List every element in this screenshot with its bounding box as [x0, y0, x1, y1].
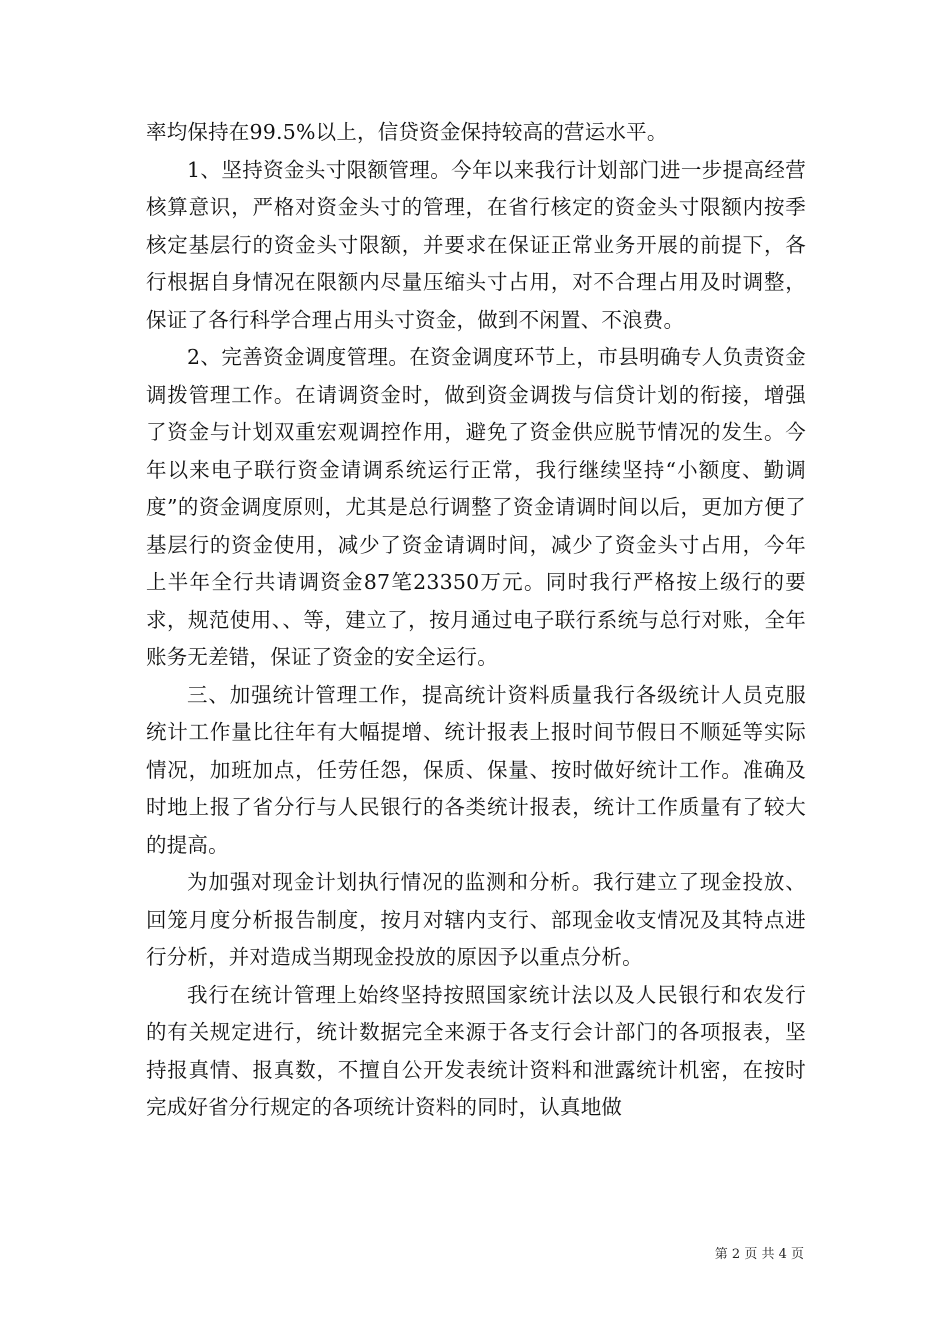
page-number-footer: 第 2 页 共 4 页 — [714, 1247, 804, 1262]
document-body — [146, 114, 806, 1127]
paragraph-3: 2、完善资金调度管理。在资金调度环节上，市县明确专人负责资金调拨管理工作。在请调资金时，做到资金调拨与信贷计划的衔接，增强了资金与计划双重宏观调控作用，避免了资金供应脱节情况的发生。今年以来电子联行资金请调系统运行正常，我行继续坚持“小额度、勤调度”的资金调度原则，尤其是总行调整了资金请调时间以后，更加方便了基层行的资金使用，减少了资金请调时间，减少了资金头寸占用，今年上半年全行共请调资金87笔23350万元。同时我行严格按上级行的要求，规范使用、、等，建立了，按月通过电子联行系统与总行对账，全年账务无差错，保证了资金的安全运行。 — [146, 345, 806, 669]
paragraph-1: 率均保持在99.5%以上，信贷资金保持较高的营运水平。 — [146, 120, 668, 144]
paragraph-6: 我行在统计管理上始终坚持按照国家统计法以及人民银行和农发行的有关规定进行，统计数据完全来源于各支行会计部门的各项报表，坚持报真情、报真数，不擅自公开发表统计资料和泄露统计机密，在按时完成好省分行规定的各项统计资料的同时，认真地做 — [146, 982, 806, 1119]
paragraph-2: 1、坚持资金头寸限额管理。今年以来我行计划部门进一步提高经营核算意识，严格对资金头寸的管理，在省行核定的资金头寸限额内按季核定基层行的资金头寸限额，并要求在保证正常业务开展的前提下，各行根据自身情况在限额内尽量压缩头寸占用，对不合理占用及时调整，保证了各行科学合理占用头寸资金，做到不闲置、不浪费。 — [146, 157, 806, 332]
paragraph-5: 为加强对现金计划执行情况的监测和分析。我行建立了现金投放、回笼月度分析报告制度，按月对辖内支行、部现金收支情况及其特点进行分析，并对造成当期现金投放的原因予以重点分析。 — [146, 870, 806, 969]
paragraph-4: 三、加强统计管理工作，提高统计资料质量我行各级统计人员克服统计工作量比往年有大幅提增、统计报表上报时间节假日不顺延等实际情况，加班加点，任劳任怨，保质、保量、按时做好统计工作。准确及时地上报了省分行与人民银行的各类统计报表，统计工作质量有了较大的提高。 — [146, 682, 806, 857]
